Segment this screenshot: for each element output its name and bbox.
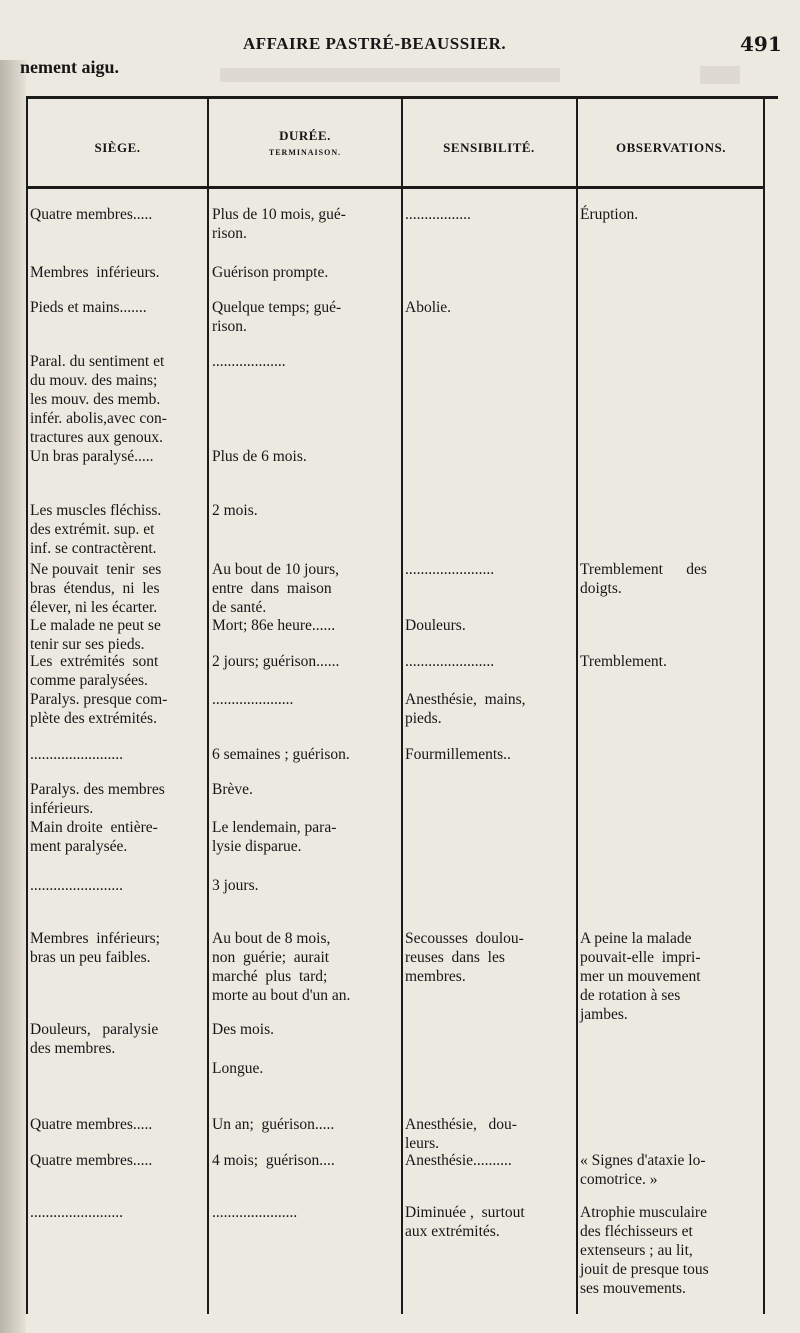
cell-observations: Tremblement.	[580, 653, 667, 670]
cell-siege: Les extrémités sont	[30, 653, 159, 670]
cell-sensibilite: leurs.	[405, 1135, 440, 1152]
cell-siege: ........................	[30, 1204, 123, 1221]
cell-duree: 6 semaines ; guérison.	[212, 746, 350, 763]
cell-duree: Guérison prompte.	[212, 264, 329, 281]
cell-siege: tenir sur ses pieds.	[30, 636, 145, 653]
column-header-observations: OBSERVATIONS.	[616, 140, 726, 155]
cell-duree: entre dans maison	[212, 580, 332, 597]
cell-siege: bras un peu faibles.	[30, 949, 151, 966]
cell-duree: ...................	[212, 353, 286, 370]
cell-duree: 3 jours.	[212, 877, 259, 894]
cell-observations: comotrice. »	[580, 1171, 658, 1188]
column-divider-1	[207, 99, 209, 1314]
cell-observations: Atrophie musculaire	[580, 1204, 707, 1221]
cell-observations: de rotation à ses	[580, 987, 681, 1004]
cell-duree: non guérie; aurait	[212, 949, 330, 966]
cell-siege: Paralys. presque com-	[30, 691, 168, 708]
cell-duree: Plus de 6 mois.	[212, 448, 307, 465]
cell-siege: Paralys. des membres	[30, 781, 165, 798]
cell-sensibilite: Diminuée , surtout	[405, 1204, 525, 1221]
cell-sensibilite: membres.	[405, 968, 466, 985]
cell-duree: morte au bout d'un an.	[212, 987, 351, 1004]
cell-duree: de santé.	[212, 599, 267, 616]
previous-page-fragment: nement aigu.	[20, 57, 119, 77]
cell-observations: des fléchisseurs et	[580, 1223, 693, 1240]
book-spine-shadow	[0, 60, 26, 1333]
cell-siege: Le malade ne peut se	[30, 617, 161, 634]
cell-siege: ........................	[30, 746, 123, 763]
cell-siege: les mouv. des memb.	[30, 391, 161, 408]
column-header-terminaison: TERMINAISON.	[268, 148, 342, 157]
cell-duree: ......................	[212, 1204, 298, 1221]
column-header-duree-label: DURÉE.	[279, 128, 331, 143]
cell-siege: Quatre membres.....	[30, 1152, 153, 1169]
cell-siege: comme paralysées.	[30, 672, 148, 689]
cell-siege: ment paralysée.	[30, 838, 128, 855]
cell-sensibilite: Abolie.	[405, 299, 452, 316]
cell-duree: 2 jours; guérison......	[212, 653, 340, 670]
cell-duree: Mort; 86e heure......	[212, 617, 336, 634]
cell-siege: inf. se contractèrent.	[30, 540, 157, 557]
cell-duree: rison.	[212, 225, 247, 242]
cell-siege: bras étendus, ni les	[30, 580, 160, 597]
cell-observations: A peine la malade	[580, 930, 692, 947]
cell-siege: infér. abolis,avec con-	[30, 410, 167, 427]
cell-siege: du mouv. des mains;	[30, 372, 158, 389]
cell-siege: Membres inférieurs;	[30, 930, 160, 947]
cell-observations: extenseurs ; au lit,	[580, 1242, 693, 1259]
column-header-sensibilite: SENSIBILITÉ.	[443, 140, 535, 155]
right-border	[763, 99, 765, 1314]
cell-duree: Brève.	[212, 781, 253, 798]
cell-sensibilite: .................	[405, 206, 471, 223]
cell-observations: pouvait-elle impri-	[580, 949, 701, 966]
cell-siege: Paral. du sentiment et	[30, 353, 165, 370]
cell-siege: Douleurs, paralysie	[30, 1021, 159, 1038]
cell-duree: Le lendemain, para-	[212, 819, 337, 836]
cell-duree: Au bout de 8 mois,	[212, 930, 331, 947]
column-divider-3	[576, 99, 578, 1314]
cell-duree: .....................	[212, 691, 294, 708]
cell-sensibilite: .......................	[405, 561, 495, 578]
cell-duree: Quelque temps; gué-	[212, 299, 342, 316]
cell-siege: Membres inférieurs.	[30, 264, 160, 281]
cell-sensibilite: Anesthésie, dou-	[405, 1116, 517, 1133]
cell-sensibilite: Douleurs.	[405, 617, 466, 634]
cell-sensibilite: reuses dans les	[405, 949, 505, 966]
cell-sensibilite: .......................	[405, 653, 495, 670]
page-number: 491	[740, 32, 782, 56]
cell-siege: ........................	[30, 877, 123, 894]
cell-sensibilite: Fourmillements..	[405, 746, 511, 763]
column-header-duree	[210, 128, 400, 157]
cell-observations: « Signes d'ataxie lo-	[580, 1152, 706, 1169]
column-header-siege: SIÈGE.	[94, 140, 141, 155]
cell-siege: Ne pouvait tenir ses	[30, 561, 162, 578]
cell-siege: Main droite entière-	[30, 819, 158, 836]
cell-observations: Tremblement des	[580, 561, 707, 578]
cell-duree: Des mois.	[212, 1021, 274, 1038]
cell-duree: marché plus tard;	[212, 968, 328, 985]
cell-siege: Quatre membres.....	[30, 1116, 153, 1133]
cell-sensibilite: Anesthésie, mains,	[405, 691, 526, 708]
cell-observations: doigts.	[580, 580, 622, 597]
cell-observations: jouit de presque tous	[580, 1261, 709, 1278]
cell-sensibilite: aux extrémités.	[405, 1223, 500, 1240]
cell-duree: Plus de 10 mois, gué-	[212, 206, 346, 223]
header-bottom-rule	[26, 186, 764, 189]
bleed-through-decoration	[200, 60, 760, 120]
cell-siege: plète des extrémités.	[30, 710, 157, 727]
cell-siege: des membres.	[30, 1040, 116, 1057]
cell-siege: Pieds et mains.......	[30, 299, 147, 316]
cell-duree: rison.	[212, 318, 247, 335]
cell-siege: tractures aux genoux.	[30, 429, 163, 446]
cell-duree: 4 mois; guérison....	[212, 1152, 335, 1169]
cell-observations: mer un mouvement	[580, 968, 701, 985]
page-title: AFFAIRE PASTRÉ-BEAUSSIER.	[243, 34, 507, 53]
cell-siege: Quatre membres.....	[30, 206, 153, 223]
cell-observations: Éruption.	[580, 206, 639, 223]
cell-siege: des extrémit. sup. et	[30, 521, 155, 538]
cell-duree: Au bout de 10 jours,	[212, 561, 340, 578]
column-divider-2	[401, 99, 403, 1314]
cell-observations: ses mouvements.	[580, 1280, 686, 1297]
cell-siege: Un bras paralysé.....	[30, 448, 154, 465]
cell-siege: inférieurs.	[30, 800, 94, 817]
cell-duree: Un an; guérison.....	[212, 1116, 335, 1133]
cell-sensibilite: Anesthésie..........	[405, 1152, 512, 1169]
cell-siege: élever, ni les écarter.	[30, 599, 158, 616]
cell-sensibilite: Secousses doulou-	[405, 930, 524, 947]
cell-duree: lysie disparue.	[212, 838, 302, 855]
left-border	[26, 99, 28, 1314]
cell-sensibilite: pieds.	[405, 710, 442, 727]
cell-observations: jambes.	[580, 1006, 628, 1023]
cell-siege: Les muscles fléchiss.	[30, 502, 162, 519]
cell-duree: 2 mois.	[212, 502, 258, 519]
cell-duree: Longue.	[212, 1060, 264, 1077]
